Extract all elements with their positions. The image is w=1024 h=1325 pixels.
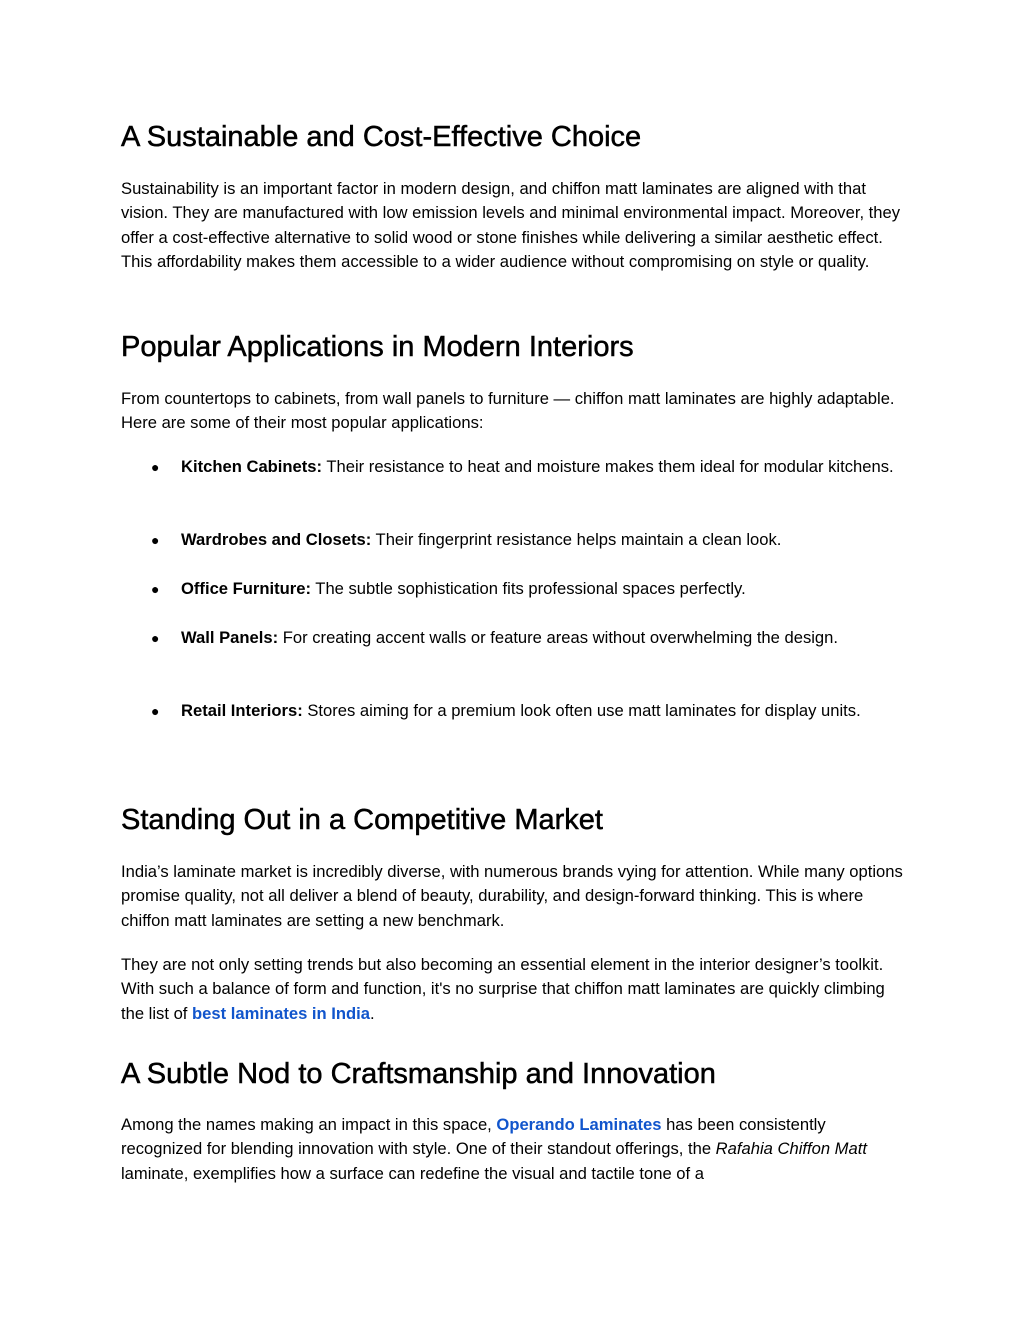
- bullet-icon: ●: [151, 581, 160, 597]
- list-item-body: [181, 626, 906, 650]
- list-item-term: Wardrobes and Closets:: [181, 530, 372, 549]
- section-paragraph-applications: From countertops to cabinets, from wall panels to furniture — chiffon matt laminates are highly adaptable. Here are some of their most popular applications:: [121, 389, 895, 433]
- list-item-text: For creating accent walls or feature areas without overwhelming the design.: [278, 628, 839, 647]
- section-paragraph-sustainable: Sustainability is an important factor in modern design, and chiffon matt laminates are aligned with that vision. They are manufactured with low emission levels and minimal environmental impact. Moreover, they offer a cost-effective alternative to solid wood or stone finishes while delivering a similar aesthetic effect. This affordability makes them accessible to a wider audience without compromising on style or quality.: [121, 179, 901, 271]
- paragraph-text: has been consistently recognized for blending innovation with style. One of their standout offerings, the: [121, 1115, 826, 1159]
- section-paragraph-market-1: India’s laminate market is incredibly diverse, with numerous brands vying for attention. While many options promise quality, not all deliver a blend of beauty, durability, and design-forward thinking. This is where chiffon matt laminates are setting a new benchmark.: [121, 862, 903, 930]
- paragraph-text: .: [370, 1003, 375, 1023]
- list-item-body: [181, 577, 906, 601]
- section-heading-market: Standing Out in a Competitive Market: [121, 804, 603, 836]
- list-item-term: Wall Panels:: [181, 628, 279, 647]
- bullet-icon: ●: [151, 703, 160, 719]
- best-laminates-link[interactable]: best laminates in India: [192, 1003, 371, 1023]
- list-item-text: Their fingerprint resistance helps maintain a clean look.: [371, 530, 782, 549]
- bullet-icon: ●: [151, 630, 160, 646]
- operando-laminates-link[interactable]: Operando Laminates: [496, 1115, 662, 1134]
- paragraph-text: They are not only setting trends but also becoming an essential element in the interior designer’s toolkit. With such a balance of form and function, it's no surprise that chiffon matt laminates are quickly climbing the list of: [121, 955, 885, 1023]
- list-item-text: Stores aiming for a premium look often use matt laminates for display units.: [302, 701, 861, 720]
- bullet-icon: ●: [151, 459, 160, 475]
- section-heading-applications: Popular Applications in Modern Interiors: [121, 331, 634, 363]
- list-item-body: [181, 455, 906, 479]
- list-item-text: The subtle sophistication fits professional spaces perfectly.: [311, 579, 746, 598]
- list-item-text: Their resistance to heat and moisture makes them ideal for modular kitchens.: [322, 457, 894, 476]
- list-item-term: Retail Interiors:: [181, 701, 303, 720]
- list-item-term: Office Furniture:: [181, 579, 311, 598]
- section-heading-sustainable: A Sustainable and Cost-Effective Choice: [121, 121, 642, 153]
- paragraph-text: laminate, exemplifies how a surface can redefine the visual and tactile tone of a: [121, 1163, 704, 1183]
- section-paragraph-craftsmanship: [121, 1113, 911, 1186]
- list-item-body: [181, 528, 906, 552]
- product-name: Rafahia Chiffon Matt: [715, 1139, 867, 1159]
- section-paragraph-market-2: [121, 953, 911, 1026]
- paragraph-text: Among the names making an impact in this space,: [121, 1115, 497, 1134]
- bullet-icon: ●: [151, 532, 160, 548]
- list-item-term: Kitchen Cabinets:: [181, 457, 323, 476]
- list-item-body: [181, 699, 906, 723]
- section-heading-craftsmanship: A Subtle Nod to Craftsmanship and Innovation: [121, 1058, 716, 1090]
